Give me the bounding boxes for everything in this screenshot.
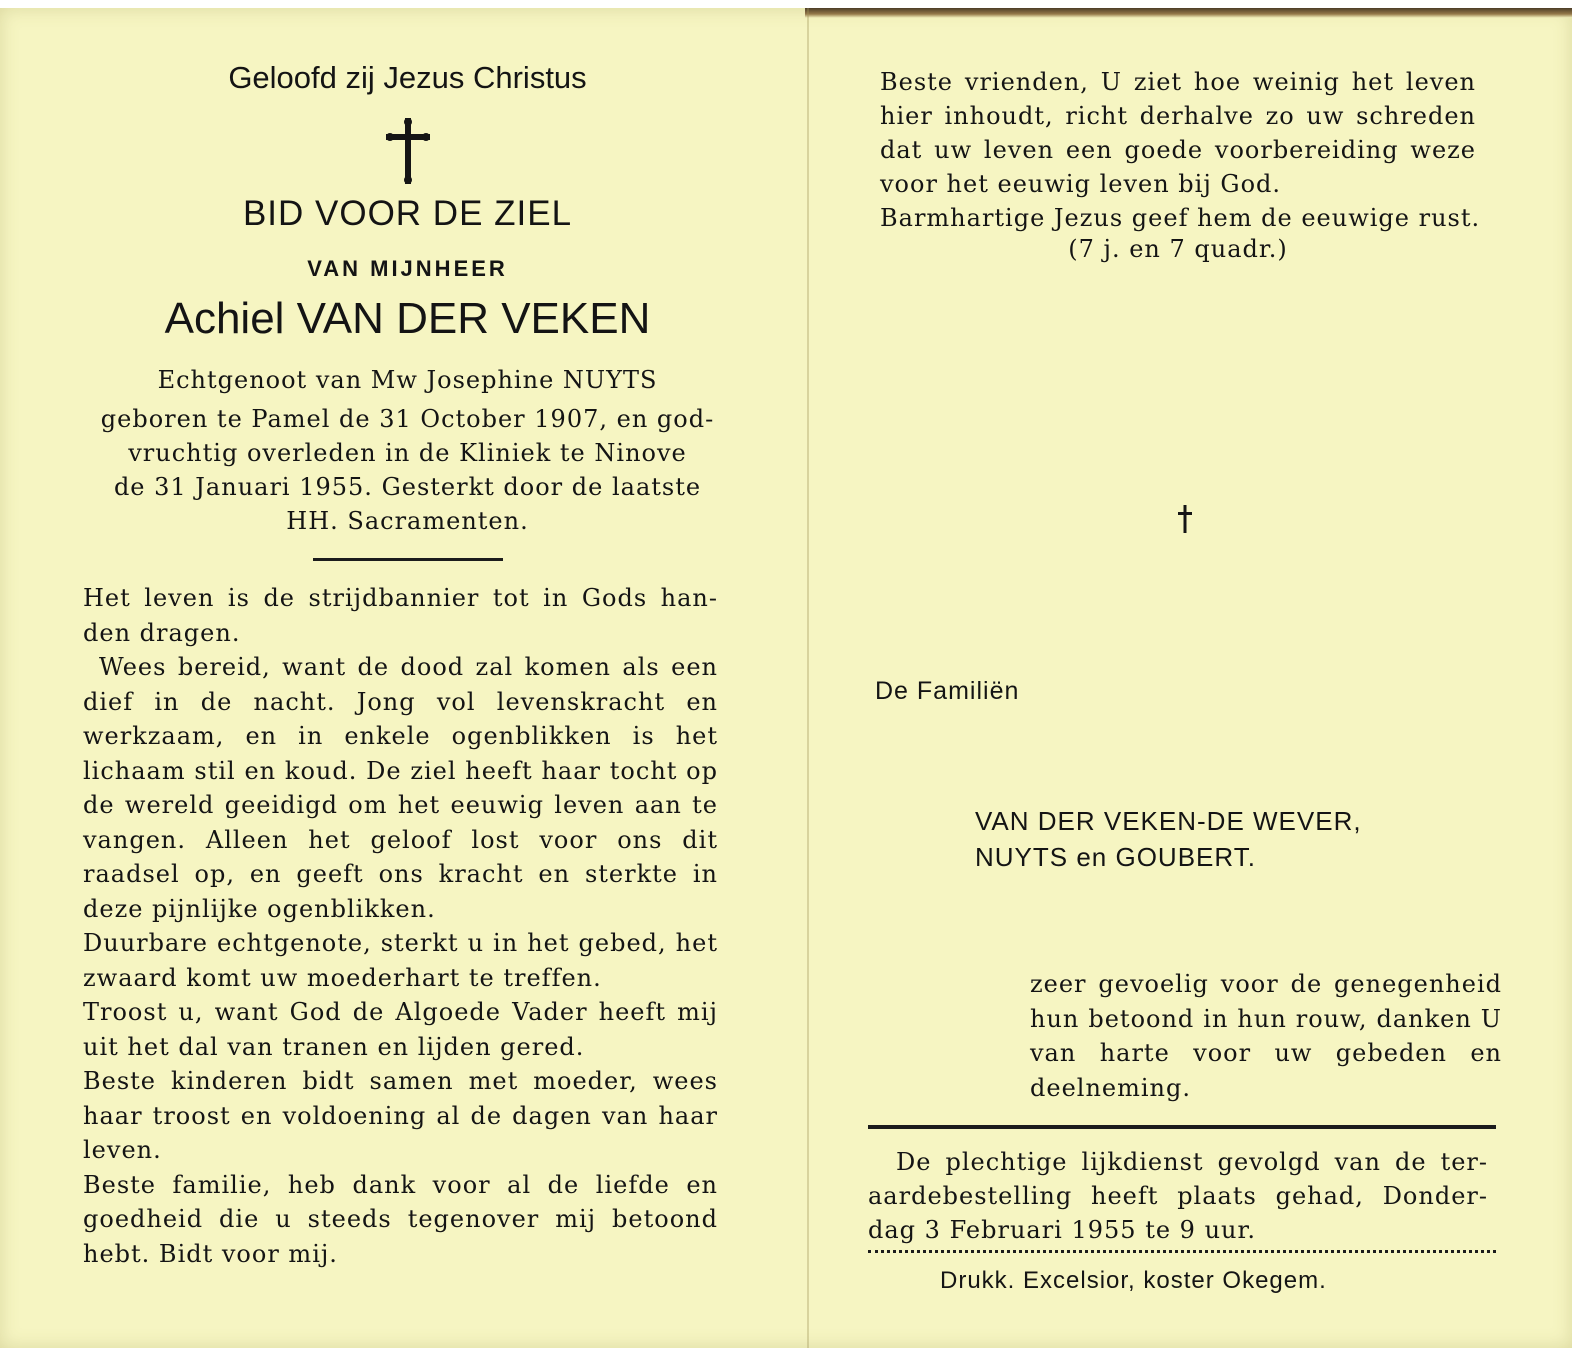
printer-credit: Drukk. Excelsior, koster Okegem. bbox=[940, 1267, 1327, 1294]
page-title: BID VOOR DE ZIEL bbox=[242, 194, 573, 233]
dates-line: de 31 Januari 1955. Gesterkt door de laatste bbox=[113, 473, 702, 501]
small-cross-icon bbox=[1178, 505, 1192, 533]
family-line: VAN DER VEKEN-DE WEVER, bbox=[975, 806, 1362, 836]
right-page bbox=[868, 65, 1530, 1294]
funeral-notice: De plechtige lijkdienst gevolgd van de ter-aardebestelling heeft plaats gehad, Donder-dag 3 Februari 1955 te 9 uur. bbox=[868, 1148, 1488, 1244]
latin-cross-icon bbox=[386, 118, 430, 184]
paragraph: Beste familie, heb dank voor al de liefde en goedheid die u steeds tegenover mij betoond hebt. Bidt voor mij. bbox=[83, 1170, 718, 1268]
family-line: NUYTS en GOUBERT. bbox=[975, 842, 1256, 872]
card-top-edge bbox=[805, 8, 1572, 18]
subtitle: VAN MIJNHEER bbox=[307, 256, 508, 281]
card-fold bbox=[807, 8, 809, 1348]
dates-line: HH. Sacramenten. bbox=[286, 507, 529, 535]
paragraph: Beste kinderen bidt samen met moeder, wees haar troost en voldoening al de dagen van haar leven. bbox=[83, 1067, 718, 1164]
dotted-divider bbox=[868, 1250, 1496, 1253]
paragraph: Wees bereid, want de dood zal komen als een dief in de nacht. Jong vol levenskracht en werkzaam, en in enkele ogenblikken is het lichaam stil en koud. De ziel heeft haar tocht op de wereld geeidigd om het eeuwig leven aan te vangen. Alleen het geloof lost voor ons dit raadsel op, en geeft ons kracht en sterkte in deze pijnlijke ogenblikken. bbox=[83, 653, 718, 923]
thanks-text: zeer gevoelig voor de genegenheid hun betoond in hun rouw, danken U van harte voor uw gebeden en deelneming. bbox=[1030, 970, 1502, 1102]
greeting: Geloofd zij Jezus Christus bbox=[228, 60, 587, 95]
deceased-name: Achiel VAN DER VEKEN bbox=[164, 294, 651, 343]
paragraph: Duurbare echtgenote, sterkt u in het gebed, het zwaard komt uw moederhart te treffen. bbox=[83, 929, 718, 992]
families-label: De Familiën bbox=[875, 677, 1020, 705]
dates-line: geboren te Pamel de 31 October 1907, en god- bbox=[100, 405, 715, 433]
prayer-text: Barmhartige Jezus geef hem de eeuwige rust. bbox=[880, 204, 1481, 232]
divider bbox=[313, 558, 503, 561]
family-names bbox=[975, 803, 1362, 875]
dates-line: vruchtig overleden in de Kliniek te Ninove bbox=[128, 439, 687, 467]
paragraph: Het leven is de strijdbannier tot in Gods han-den dragen. bbox=[83, 584, 718, 647]
intro-text: Beste vrienden, U ziet hoe weinig het leven hier inhoudt, richt derhalve zo uw schreden dat uw leven een goede voorbereiding weze voor het eeuwig leven bij God. bbox=[880, 68, 1476, 198]
spouse-line: Echtgenoot van Mw Josephine NUYTS bbox=[157, 366, 658, 394]
left-page bbox=[75, 45, 740, 1271]
farewell-text bbox=[75, 581, 740, 1271]
paragraph: Troost u, want God de Algoede Vader heeft mij uit het dal van tranen en lijden gered. bbox=[83, 998, 718, 1061]
indulgence-note: (7 j. en 7 quadr.) bbox=[1068, 235, 1288, 263]
divider bbox=[868, 1125, 1496, 1129]
birth-death-dates bbox=[75, 402, 740, 538]
